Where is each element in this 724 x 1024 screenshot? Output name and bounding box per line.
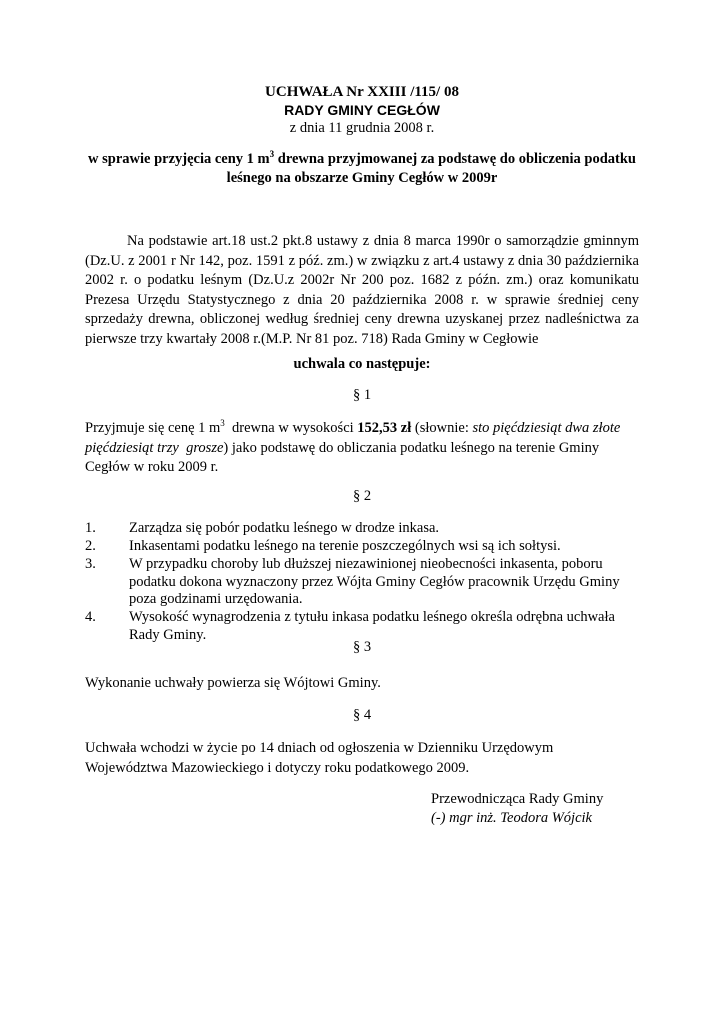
section-1-b: drewna w wysokości — [224, 420, 358, 436]
price-in-words: sto pięćdziesiąt dwa złote pięćdziesiąt trzy grosze — [85, 420, 624, 456]
subject-part1: w sprawie przyjęcia ceny 1 m — [88, 151, 270, 167]
section-1-text — [85, 419, 639, 478]
section-1-superscript: 3 — [220, 418, 225, 429]
list-item-text: W przypadku choroby lub dłuższej niezawinionej nieobecności inkasenta, poboru podatku dokona wyznaczony przez Wójta Gminy Cegłów pracownik Urzędu Gminy poza godzinami urzędowania. — [129, 556, 620, 607]
list-item-number: 4. — [85, 609, 96, 625]
signatory-role: Przewodnicząca Rady Gminy — [431, 791, 604, 807]
section-3-heading: § 3 — [352, 639, 372, 655]
price-value: 152,53 zł — [357, 420, 412, 436]
section-2-heading: § 2 — [352, 488, 372, 504]
list-item — [85, 538, 639, 556]
section-2-list — [85, 520, 639, 645]
list-item-number: 2. — [85, 538, 96, 554]
section-4-text: Uchwała wchodzi w życie po 14 dniach od ogłoszenia w Dzienniku Urzędowym Województwa Mazowieckiego i dotyczy roku podatkowego 2009. — [85, 740, 554, 776]
signatory-name: (-) mgr inż. Teodora Wójcik — [431, 810, 592, 826]
list-item-text: Zarządza się pobór podatku leśnego w drodze inkasa. — [129, 520, 440, 536]
section-4-heading: § 4 — [352, 707, 372, 723]
section-1-c: (słownie: — [411, 420, 473, 436]
subject-superscript: 3 — [269, 149, 275, 160]
council-name: RADY GMINY CEGŁÓW — [284, 102, 440, 118]
subject-part2: drewna przyjmowanej za podstawę do obliczenia podatku leśnego na obszarze Gminy Cegłów w 2009r — [226, 151, 636, 186]
list-item-text: Inkasentami podatku leśnego na terenie poszczególnych wsi są ich sołtysi. — [129, 538, 561, 554]
list-item — [85, 556, 639, 609]
section-1-d: ) jako podstawę do obliczania podatku leśnego na terenie Gminy Cegłów w roku 2009 r. — [85, 439, 600, 475]
list-item-number: 3. — [85, 556, 96, 572]
resolution-date: z dnia 11 grudnia 2008 r. — [289, 120, 435, 136]
section-1-heading: § 1 — [352, 387, 372, 403]
signature-block — [431, 790, 603, 828]
list-item-number: 1. — [85, 520, 96, 536]
resolves-heading: uchwala co następuje: — [293, 356, 431, 372]
list-item — [85, 520, 639, 538]
legal-basis-paragraph: Na podstawie art.18 ust.2 pkt.8 ustawy z dnia 8 marca 1990r o samorządzie gminnym (Dz.U. z 2001 r Nr 142, poz. 1591 z póź. zm.) w związku z art.4 ustawy z dnia 30 października 2002 r. o podatku leśnym (Dz.U.z 2002r Nr 200 poz. 1682 z późn. zm.) oraz komunikatu Prezesa Urzędu Statystycznego z dnia 20 października 2008 r. w sprawie średniej ceny sprzedaży drewna, obliczonej według średniej ceny drewna uzyskanej przez nadleśnictwa za pierwsze trzy kwartały 2008 r.(M.P. Nr 81 poz. 718) Rada Gminy w Cegłowie — [85, 233, 639, 347]
resolution-subject — [80, 150, 644, 188]
section-1-a: Przyjmuje się cenę 1 m — [85, 420, 221, 436]
resolution-header — [0, 83, 724, 137]
section-3-text: Wykonanie uchwały powierza się Wójtowi Gminy. — [85, 675, 381, 691]
list-item-text: Wysokość wynagrodzenia z tytułu inkasa podatku leśnego określa odrębna uchwała Rady Gminy. — [129, 609, 615, 643]
resolution-number: UCHWAŁA Nr XXIII /115/ 08 — [265, 84, 459, 100]
